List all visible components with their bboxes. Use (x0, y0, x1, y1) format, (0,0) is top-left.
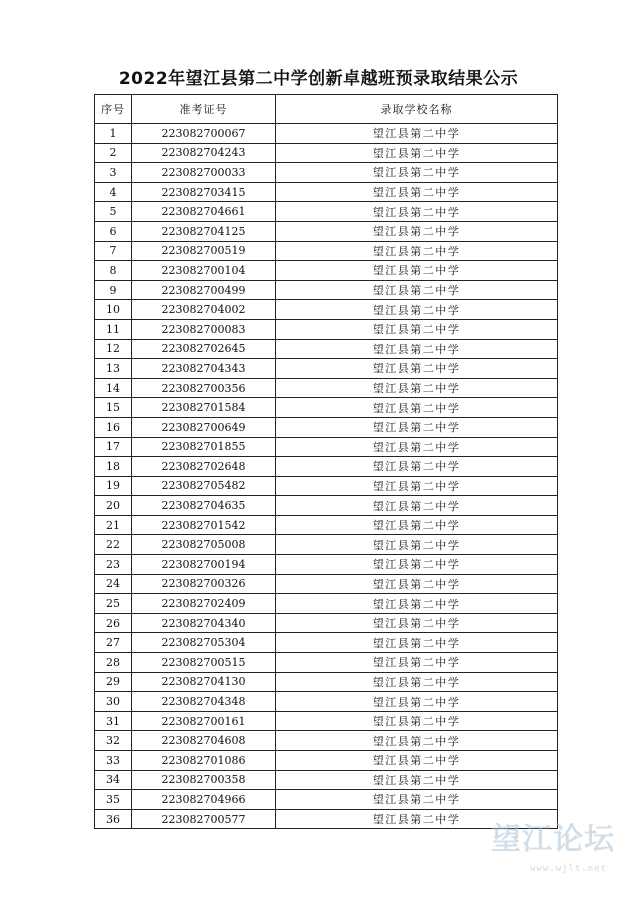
table-row (95, 221, 558, 241)
table-row (95, 280, 558, 300)
table-row (95, 574, 558, 594)
table-row (95, 417, 558, 437)
exam-id-cell: 223082700326 (132, 574, 276, 594)
serial-number-cell: 19 (95, 476, 132, 496)
exam-id-cell: 223082702645 (132, 339, 276, 359)
table-row (95, 594, 558, 614)
serial-number-cell: 12 (95, 339, 132, 359)
serial-number-cell: 36 (95, 809, 132, 829)
school-name-cell: 望江县第二中学 (276, 633, 558, 653)
exam-id-cell: 223082704966 (132, 790, 276, 810)
school-name-cell: 望江县第二中学 (276, 261, 558, 281)
school-name-cell: 望江县第二中学 (276, 574, 558, 594)
table-row (95, 633, 558, 653)
forum-watermark-logo: 望江论坛 (491, 822, 615, 857)
table-row (95, 731, 558, 751)
exam-id-cell: 223082705008 (132, 535, 276, 555)
table-row (95, 202, 558, 222)
exam-id-cell: 223082700356 (132, 378, 276, 398)
school-name-cell: 望江县第二中学 (276, 751, 558, 771)
serial-number-cell: 11 (95, 319, 132, 339)
serial-number-cell: 29 (95, 672, 132, 692)
serial-number-cell: 3 (95, 163, 132, 183)
serial-number-cell: 22 (95, 535, 132, 555)
exam-id-cell: 223082700161 (132, 711, 276, 731)
school-name-cell: 望江县第二中学 (276, 359, 558, 379)
table-row (95, 770, 558, 790)
serial-number-cell: 17 (95, 437, 132, 457)
exam-id-cell: 223082704002 (132, 300, 276, 320)
table-row (95, 535, 558, 555)
exam-id-cell: 223082700083 (132, 319, 276, 339)
serial-number-cell: 1 (95, 124, 132, 144)
table-row (95, 790, 558, 810)
school-name-cell: 望江县第二中学 (276, 731, 558, 751)
school-name-cell: 望江县第二中学 (276, 809, 558, 829)
table-row (95, 124, 558, 144)
table-row (95, 457, 558, 477)
exam-id-cell: 223082702409 (132, 594, 276, 614)
exam-id-cell: 223082700358 (132, 770, 276, 790)
table-row (95, 809, 558, 829)
table-row (95, 398, 558, 418)
school-name-cell: 望江县第二中学 (276, 300, 558, 320)
table-row (95, 437, 558, 457)
table-row (95, 496, 558, 516)
school-name-cell: 望江县第二中学 (276, 143, 558, 163)
serial-number-cell: 28 (95, 653, 132, 673)
serial-number-cell: 23 (95, 555, 132, 575)
table-row (95, 241, 558, 261)
serial-number-cell: 2 (95, 143, 132, 163)
school-name-cell: 望江县第二中学 (276, 496, 558, 516)
serial-number-cell: 6 (95, 221, 132, 241)
table-row (95, 672, 558, 692)
serial-number-cell: 13 (95, 359, 132, 379)
school-name-cell: 望江县第二中学 (276, 241, 558, 261)
school-name-cell: 望江县第二中学 (276, 339, 558, 359)
serial-number-cell: 18 (95, 457, 132, 477)
exam-id-cell: 223082700519 (132, 241, 276, 261)
school-name-cell: 望江县第二中学 (276, 417, 558, 437)
table-row (95, 613, 558, 633)
serial-number-cell: 15 (95, 398, 132, 418)
exam-id-cell: 223082700649 (132, 417, 276, 437)
exam-id-cell: 223082700104 (132, 261, 276, 281)
exam-id-cell: 223082704608 (132, 731, 276, 751)
exam-id-cell: 223082700577 (132, 809, 276, 829)
table-row (95, 339, 558, 359)
serial-number-cell: 24 (95, 574, 132, 594)
exam-id-cell: 223082700515 (132, 653, 276, 673)
school-name-cell: 望江县第二中学 (276, 555, 558, 575)
table-row (95, 143, 558, 163)
table-header-row (95, 95, 558, 124)
exam-id-cell: 223082701542 (132, 515, 276, 535)
serial-number-cell: 5 (95, 202, 132, 222)
school-name-cell: 望江县第二中学 (276, 378, 558, 398)
school-name-cell: 望江县第二中学 (276, 770, 558, 790)
school-name-cell: 望江县第二中学 (276, 457, 558, 477)
table-row (95, 261, 558, 281)
table-row (95, 476, 558, 496)
school-name-cell: 望江县第二中学 (276, 476, 558, 496)
table-body (95, 124, 558, 829)
exam-id-cell: 223082705482 (132, 476, 276, 496)
forum-watermark-domain: www.wjlt.net (529, 864, 607, 874)
serial-number-cell: 4 (95, 182, 132, 202)
school-name-cell: 望江县第二中学 (276, 437, 558, 457)
exam-id-cell: 223082704340 (132, 613, 276, 633)
header-school-name: 录取学校名称 (276, 95, 558, 124)
serial-number-cell: 21 (95, 515, 132, 535)
school-name-cell: 望江县第二中学 (276, 653, 558, 673)
table-row (95, 182, 558, 202)
exam-id-cell: 223082704343 (132, 359, 276, 379)
exam-id-cell: 223082704130 (132, 672, 276, 692)
exam-id-cell: 223082704243 (132, 143, 276, 163)
exam-id-cell: 223082704661 (132, 202, 276, 222)
header-serial-number: 序号 (95, 95, 132, 124)
exam-id-cell: 223082700033 (132, 163, 276, 183)
school-name-cell: 望江县第二中学 (276, 163, 558, 183)
serial-number-cell: 26 (95, 613, 132, 633)
school-name-cell: 望江县第二中学 (276, 515, 558, 535)
table-row (95, 653, 558, 673)
table-row (95, 319, 558, 339)
table-row (95, 711, 558, 731)
exam-id-cell: 223082702648 (132, 457, 276, 477)
exam-id-cell: 223082700067 (132, 124, 276, 144)
table-row (95, 751, 558, 771)
exam-id-cell: 223082704348 (132, 692, 276, 712)
school-name-cell: 望江县第二中学 (276, 398, 558, 418)
page-title: 2022年望江县第二中学创新卓越班预录取结果公示 (118, 69, 519, 89)
serial-number-cell: 33 (95, 751, 132, 771)
serial-number-cell: 35 (95, 790, 132, 810)
serial-number-cell: 32 (95, 731, 132, 751)
exam-id-cell: 223082701855 (132, 437, 276, 457)
exam-id-cell: 223082704125 (132, 221, 276, 241)
school-name-cell: 望江县第二中学 (276, 535, 558, 555)
school-name-cell: 望江县第二中学 (276, 319, 558, 339)
table-row (95, 163, 558, 183)
school-name-cell: 望江县第二中学 (276, 280, 558, 300)
serial-number-cell: 30 (95, 692, 132, 712)
serial-number-cell: 25 (95, 594, 132, 614)
admission-table (94, 94, 558, 829)
school-name-cell: 望江县第二中学 (276, 790, 558, 810)
table-row (95, 692, 558, 712)
table-row (95, 300, 558, 320)
exam-id-cell: 223082701086 (132, 751, 276, 771)
school-name-cell: 望江县第二中学 (276, 672, 558, 692)
school-name-cell: 望江县第二中学 (276, 182, 558, 202)
exam-id-cell: 223082700194 (132, 555, 276, 575)
table-row (95, 378, 558, 398)
serial-number-cell: 9 (95, 280, 132, 300)
table-row (95, 515, 558, 535)
serial-number-cell: 27 (95, 633, 132, 653)
exam-id-cell: 223082705304 (132, 633, 276, 653)
school-name-cell: 望江县第二中学 (276, 124, 558, 144)
school-name-cell: 望江县第二中学 (276, 221, 558, 241)
header-exam-id: 准考证号 (132, 95, 276, 124)
serial-number-cell: 7 (95, 241, 132, 261)
exam-id-cell: 223082701584 (132, 398, 276, 418)
serial-number-cell: 10 (95, 300, 132, 320)
serial-number-cell: 31 (95, 711, 132, 731)
school-name-cell: 望江县第二中学 (276, 613, 558, 633)
table-row (95, 555, 558, 575)
serial-number-cell: 14 (95, 378, 132, 398)
school-name-cell: 望江县第二中学 (276, 711, 558, 731)
school-name-cell: 望江县第二中学 (276, 692, 558, 712)
table-row (95, 359, 558, 379)
school-name-cell: 望江县第二中学 (276, 594, 558, 614)
exam-id-cell: 223082703415 (132, 182, 276, 202)
school-name-cell: 望江县第二中学 (276, 202, 558, 222)
serial-number-cell: 16 (95, 417, 132, 437)
exam-id-cell: 223082700499 (132, 280, 276, 300)
exam-id-cell: 223082704635 (132, 496, 276, 516)
serial-number-cell: 20 (95, 496, 132, 516)
serial-number-cell: 8 (95, 261, 132, 281)
serial-number-cell: 34 (95, 770, 132, 790)
